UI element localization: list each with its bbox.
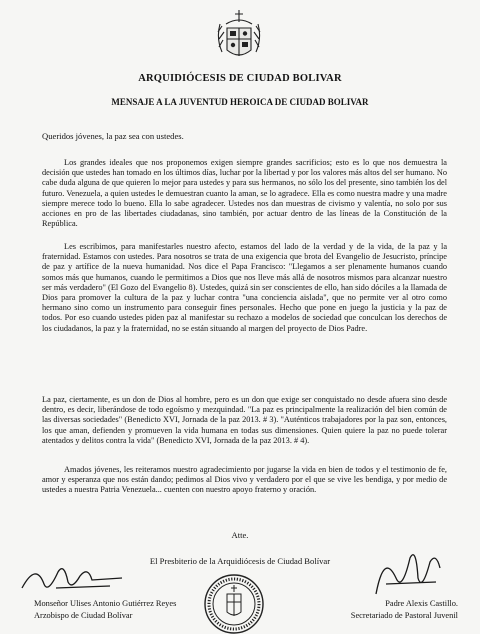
archdiocese-seal-icon — [202, 572, 266, 634]
left-signer-block — [34, 598, 176, 622]
left-signature-icon — [18, 558, 128, 598]
presbiterio-line: El Presbiterio de la Arquidiócesis de Ciudad Bolívar — [149, 556, 331, 566]
body-paragraph-4: Amados jóvenes, les reiteramos nuestro agradecimiento por jugarse la vida en bien de todos y el testimonio de fe, amor y esperanza que nos están dando; pedimos al Dios vivo y verdadero por el que se vive les bendiga, y por medio de ustedes a nuestra Patria Venezuela... cuenten con nuestro apoyo fraterno y oración. — [42, 465, 447, 495]
left-signer-title: Arzobispo de Ciudad Bolívar — [34, 611, 133, 620]
right-signature-icon — [366, 548, 446, 602]
body-paragraph-1: Los grandes ideales que nos proponemos exigen siempre grandes sacrificios; esto es lo que nos demuestra la decisión que ustedes han tomado en los últimos días, luchar por la libertad y por los valores más altos del ser humano. No cabe duda alguna de que quieren lo mejor para ustedes y para sus hermanos, no sólo los del presente, sino también los del futuro. Venezuela, a quien ustedes le demuestran cuanto la aman, se lo agradece. Ella es como nuestra madre y una madre siempre merece todo lo bueno. Ella lo sabe agradecer. Ustedes nos dan muestras de civismo y valentía, no solo por sus acciones en pro de las libertades ciudadanas, sino también, por actuar dentro de las líneas de la Constitución de la República. — [42, 158, 447, 229]
right-signer-block — [340, 598, 458, 622]
body-paragraph-3: La paz, ciertamente, es un don de Dios al hombre, pero es un don que exige ser conquistado no desde afuera sino desde dentro, es decir, liberándose de todo egoísmo y mezquindad. "La paz es principalmente la realización del bien común de las diversas sociedades" (Benedicto XVI, Jornada de la paz 2013. # 3). "Auténticos trabajadores por la paz son, entonces, los que aman, defienden y promueven la vida humana en todas sus dimensiones. Quien quiere la paz no puede tolerar atentados y delitos contra la vida" (Benedicto XVI, Jornada de la paz 2013. # 4). — [42, 395, 447, 445]
right-signer-name: Padre Alexis Castillo. — [385, 599, 458, 608]
body-paragraph-2: Les escribimos, para manifestarles nuestro afecto, estamos del lado de la verdad y de la vida, de la paz y la fraternidad. Estamos con ustedes. Para nosotros se trata de una exigencia que brota del Evangelio de Jesucristo, príncipe de paz y artífice de la nueva humanidad. Nos dice el Papa Francisco: "Llegamos a ser plenamente humanos cuando somos más que humanos, cuando le permitimos a Dios que nos lleve más allá de nosotros mismos para alcanzar nuestro ser más verdadero" (El Gozo del Evangelio 8). Ustedes, quizá sin ser conscientes de ello, han sido dóciles a la llamada de Dios para promover la cultura de la paz y luchar contra "una conciencia aislada", que no permite ver al otro como hermano sino como un instrumento para conseguir fines personales. Hecho que pone en juego la justicia y la paz de todos. Por eso cuando ustedes piden paz al manifestar su rechazo a modelos de sociedad que conculcan los derechos de los ciudadanos, la paz y la fraternidad, no se están situando al margen del proyecto de Dios Padre. — [42, 242, 447, 333]
left-signer-name: Monseñor Ulises Antonio Gutiérrez Reyes — [34, 599, 177, 608]
closing-salutation: Atte. — [231, 530, 249, 540]
right-signer-title: Secretariado de Pastoral Juvenil — [350, 611, 458, 620]
coat-of-arms-icon — [214, 8, 264, 62]
greeting-line: Queridos jóvenes, la paz sea con ustedes. — [42, 131, 184, 141]
message-subtitle: MENSAJE A LA JUVENTUD HEROICA DE CIUDAD BOLIVAR — [111, 97, 369, 107]
archdiocese-title: ARQUIDIÓCESIS DE CIUDAD BOLIVAR — [138, 73, 342, 84]
